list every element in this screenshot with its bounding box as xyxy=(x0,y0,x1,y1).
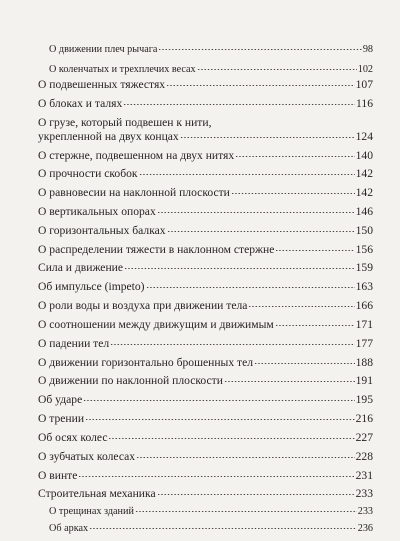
toc-entry-title: О стержне, подвешенном на двух нитях xyxy=(38,149,235,162)
dot-leader xyxy=(110,344,354,345)
dot-leader xyxy=(180,137,355,138)
toc-entry-title: Об ударе xyxy=(38,393,83,406)
dot-leader xyxy=(89,528,357,529)
toc-entry-title: О горизонтальных балках xyxy=(38,224,166,237)
dot-leader xyxy=(85,419,355,420)
toc-entry-page: 142 xyxy=(355,186,373,199)
toc-entry-title: О трещинах зданий xyxy=(49,506,134,517)
toc-entry-title: Строительная механика xyxy=(38,487,156,500)
toc-entry-page: 227 xyxy=(355,431,373,444)
dot-leader xyxy=(136,457,355,458)
toc-entry-page: 156 xyxy=(355,243,373,256)
dot-leader xyxy=(157,212,355,213)
toc-entry-title: Об осях колес xyxy=(38,431,108,444)
toc-entry-title: Об импульсе (impeto) xyxy=(38,280,145,293)
toc-entry-title: О движении по наклонной плоскости xyxy=(38,374,223,387)
toc-entry-page: 195 xyxy=(355,393,373,406)
toc-entry-page: 142 xyxy=(355,167,373,180)
toc-entry-page: 177 xyxy=(355,337,373,350)
dot-leader xyxy=(197,69,357,70)
toc-entry-title: укрепленной на двух концах xyxy=(38,130,179,143)
toc-entry-page: 228 xyxy=(355,450,373,463)
toc-entry-title: О распределении тяжести в наклонном стержне xyxy=(38,243,275,256)
toc-entry-title: Сила и движение xyxy=(38,261,124,274)
dot-leader xyxy=(158,49,361,50)
toc-entry-title: О прочности скобок xyxy=(38,167,138,180)
toc-entry-page: 188 xyxy=(355,356,373,369)
dot-leader xyxy=(166,85,355,86)
toc-entry-title: О трении xyxy=(38,412,85,425)
dot-leader xyxy=(224,381,355,382)
toc-entry-title: О винте xyxy=(38,469,78,482)
dot-leader xyxy=(83,400,354,401)
toc-entry-page: 124 xyxy=(355,130,373,143)
toc-entry-title: О подвешенных тяжестях xyxy=(38,78,166,91)
dot-leader xyxy=(275,325,355,326)
dot-leader xyxy=(235,156,354,157)
toc-entry-title: О блоках и талях xyxy=(38,97,123,110)
toc-entry-page: 116 xyxy=(356,97,373,110)
toc-entry-page: 231 xyxy=(355,469,373,482)
toc-entry-page: 236 xyxy=(357,523,373,534)
toc-entry-page: 159 xyxy=(355,261,373,274)
toc-entry-title: О падении тел xyxy=(38,337,110,350)
toc-entry-page: 233 xyxy=(357,506,373,517)
toc-entry-page: 140 xyxy=(355,149,373,162)
dot-leader xyxy=(146,287,355,288)
dot-leader xyxy=(231,193,355,194)
toc-entry-title: О вертикальных опорах xyxy=(38,205,156,218)
toc-entry-title: О равновесии на наклонной плоскости xyxy=(38,186,230,199)
toc-entry-page: 163 xyxy=(355,280,373,293)
toc-entry-title: О движении горизонтально брошенных тел xyxy=(38,356,254,369)
dot-leader xyxy=(78,476,354,477)
dot-leader xyxy=(123,104,355,105)
toc-entry-page: 216 xyxy=(355,412,373,425)
dot-leader xyxy=(139,174,355,175)
dot-leader xyxy=(254,363,355,364)
toc-entry-page: 166 xyxy=(355,299,373,312)
toc-entry-title: О роли воды и воздуха при движении тела xyxy=(38,299,248,312)
dot-leader xyxy=(135,511,357,512)
toc-entry-page: 150 xyxy=(355,224,373,237)
toc-entry-title: О соотношении между движущим и движимым xyxy=(38,318,274,331)
toc-entry-page: 107 xyxy=(355,78,373,91)
toc-entry-title: О движении плеч рычага xyxy=(49,44,158,55)
dot-leader xyxy=(167,231,355,232)
toc-entry-title: О коленчатых и трехплечих весах xyxy=(49,64,196,75)
dot-leader xyxy=(124,268,355,269)
toc-entry-page: 146 xyxy=(355,205,373,218)
toc-entry-title: О зубчатых колесах xyxy=(38,450,136,463)
toc-entry-page: 102 xyxy=(357,64,373,75)
dot-leader xyxy=(275,250,354,251)
toc-entry-title: Об арках xyxy=(49,523,89,534)
dot-leader xyxy=(248,306,354,307)
toc-entry-page: 98 xyxy=(362,44,373,55)
toc-entry-title-line: О грузе, который подвешен к нити, xyxy=(38,116,212,129)
toc-entry-page: 191 xyxy=(355,374,373,387)
dot-leader xyxy=(108,438,354,439)
toc-entry-page: 171 xyxy=(355,318,373,331)
toc-entry-page: 233 xyxy=(355,487,373,500)
dot-leader xyxy=(157,494,355,495)
